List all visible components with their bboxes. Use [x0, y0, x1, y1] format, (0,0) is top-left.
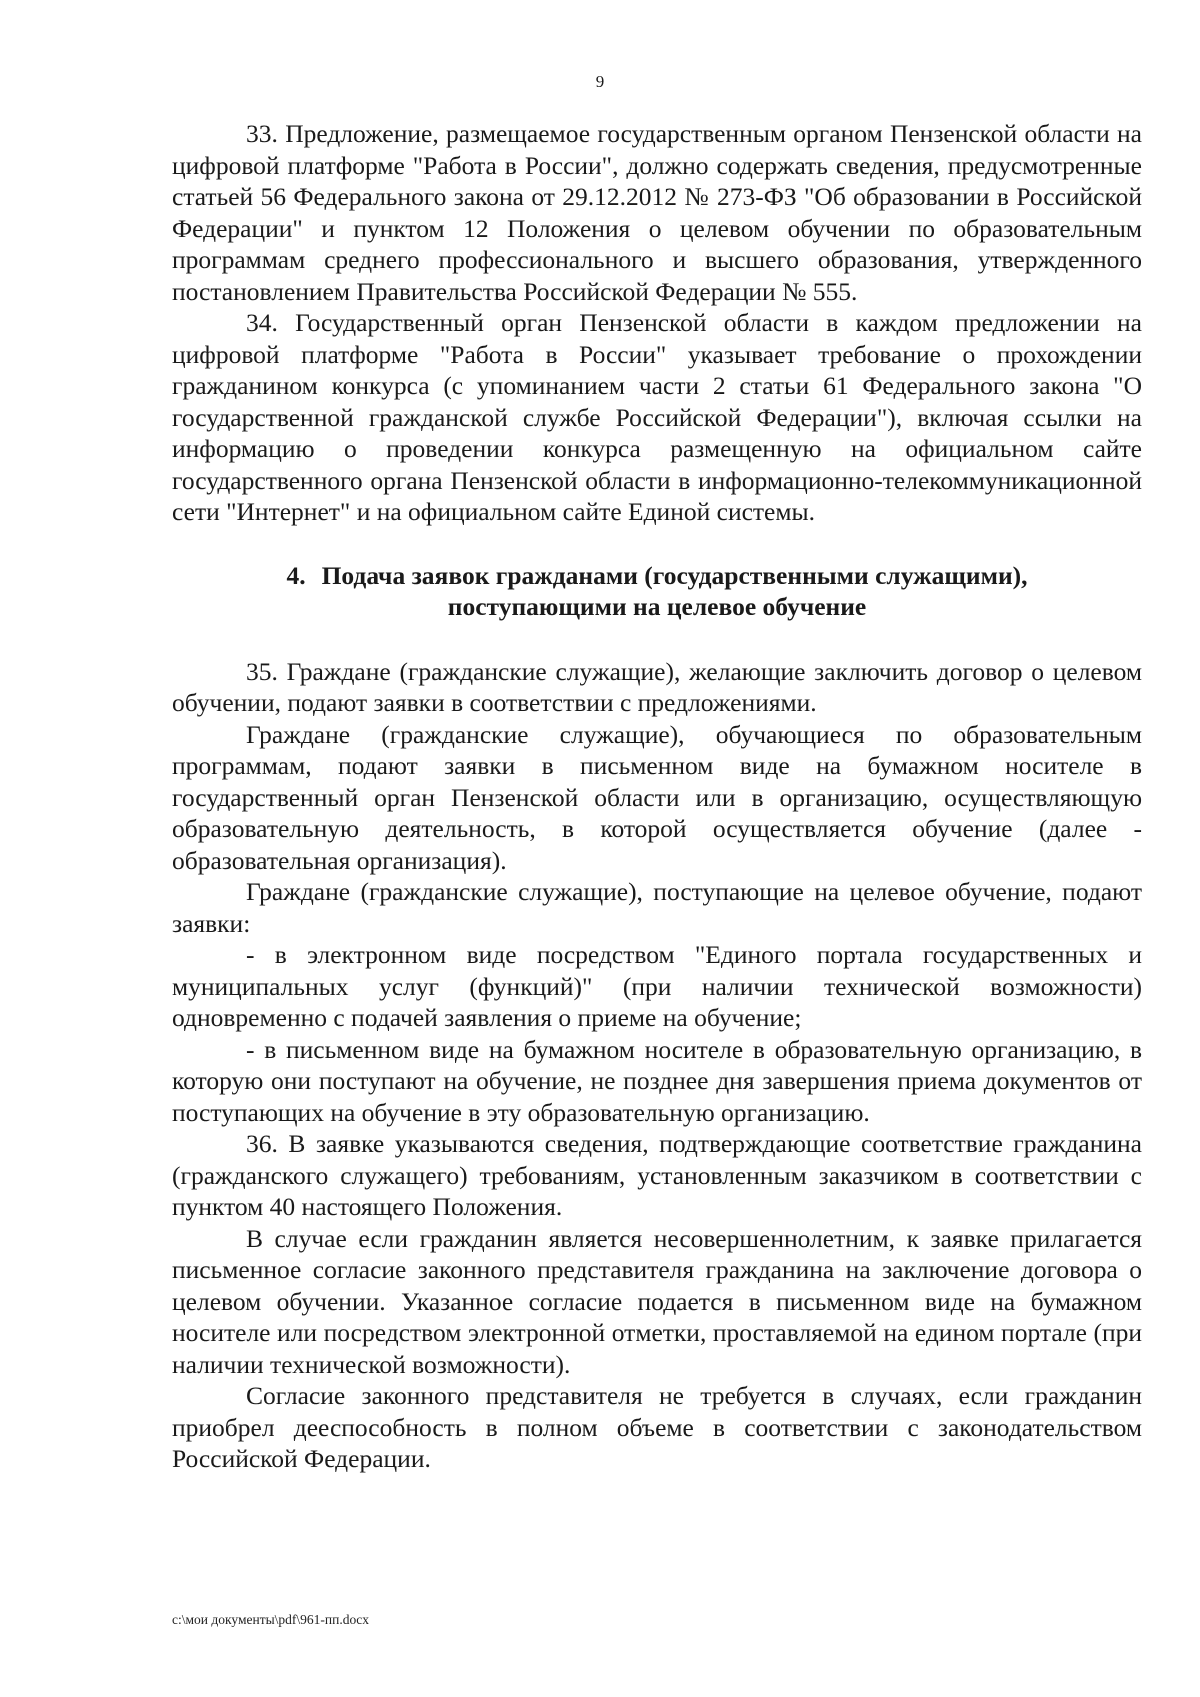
- paragraph-36: 36. В заявке указываются сведения, подтверждающие соответствие гражданина (гражданского служащего) требованиям, установленным заказчиком в соответствии с пунктом 40 настоящего Положения.: [172, 1129, 1142, 1221]
- footer-file-path: c:\мои документы\pdf\961-пп.docx: [172, 1612, 369, 1627]
- section-title-line-1: Подача заявок гражданами (государственными служащими),: [321, 560, 1028, 590]
- paragraph-35: 35. Граждане (гражданские служащие), желающие заключить договор о целевом обучении, подают заявки в соответствии с предложениями.: [172, 656, 1142, 717]
- paragraph-minor-consent: В случае если гражданин является несовершеннолетним, к заявке прилагается письменное согласие законного представителя гражданина на заключение договора о целевом обучении. Указанное согласие подается в письменном виде на бумажном носителе или посредством электронной отметки, проставляемой на едином портале (при наличии технической возможности).: [172, 1223, 1142, 1379]
- section-number: 4.: [286, 560, 306, 590]
- page-number: 9: [595, 72, 605, 91]
- paragraph-enrolled-citizens: Граждане (гражданские служащие), обучающиеся по образовательным программам, подают заявки в письменном виде на бумажном носителе в государственный орган Пензенской области или в организацию, осуществляющую образовательную деятельность, в которой осуществляется обучение (далее - образовательная организация).: [172, 719, 1142, 875]
- paragraph-entering-citizens: Граждане (гражданские служащие), поступающие на целевое обучение, подают заявки:: [172, 877, 1142, 938]
- section-title-line-2: поступающими на целевое обучение: [447, 592, 867, 621]
- list-item-electronic: - в электронном виде посредством "Единого портала государственных и муниципальных услуг (функций)" (при наличии технической возможности) одновременно с подачей заявления о приеме на обучение;: [172, 940, 1142, 1032]
- paragraph-33: 33. Предложение, размещаемое государственным органом Пензенской области на цифровой платформе "Работа в России", должно содержать сведения, предусмотренные статьей 56 Федерального закона от 29.12.2012 № 273-ФЗ "Об образовании в Российской Федерации" и пунктом 12 Положения о целевом обучении по образовательным программам среднего профессионального и высшего образования, утвержденного постановлением Правительства Российской Федерации № 555.: [172, 119, 1142, 306]
- document-body: [172, 118, 1142, 1475]
- list-item-paper: - в письменном виде на бумажном носителе в образовательную организацию, в которую они поступают на обучение, не позднее дня завершения приема документов от поступающих на обучение в эту образовательную организацию.: [172, 1034, 1142, 1127]
- paragraph-34: 34. Государственный орган Пензенской области в каждом предложении на цифровой платформе "Работа в России" указывает требование о прохождении гражданином конкурса (с упоминанием части 2 статьи 61 Федерального закона "О государственной гражданской службе Российской Федерации"), включая ссылки на информацию о проведении конкурса размещенную на официальном сайте государственного органа Пензенской области в информационно-телекоммуникационной сети "Интернет" и на официальном сайте Единой системы.: [172, 308, 1142, 526]
- section-heading: [172, 560, 1142, 623]
- paragraph-consent-exemption: Согласие законного представителя не требуется в случаях, если гражданин приобрел дееспособность в полном объеме в соответствии с законодательством Российской Федерации.: [172, 1381, 1142, 1473]
